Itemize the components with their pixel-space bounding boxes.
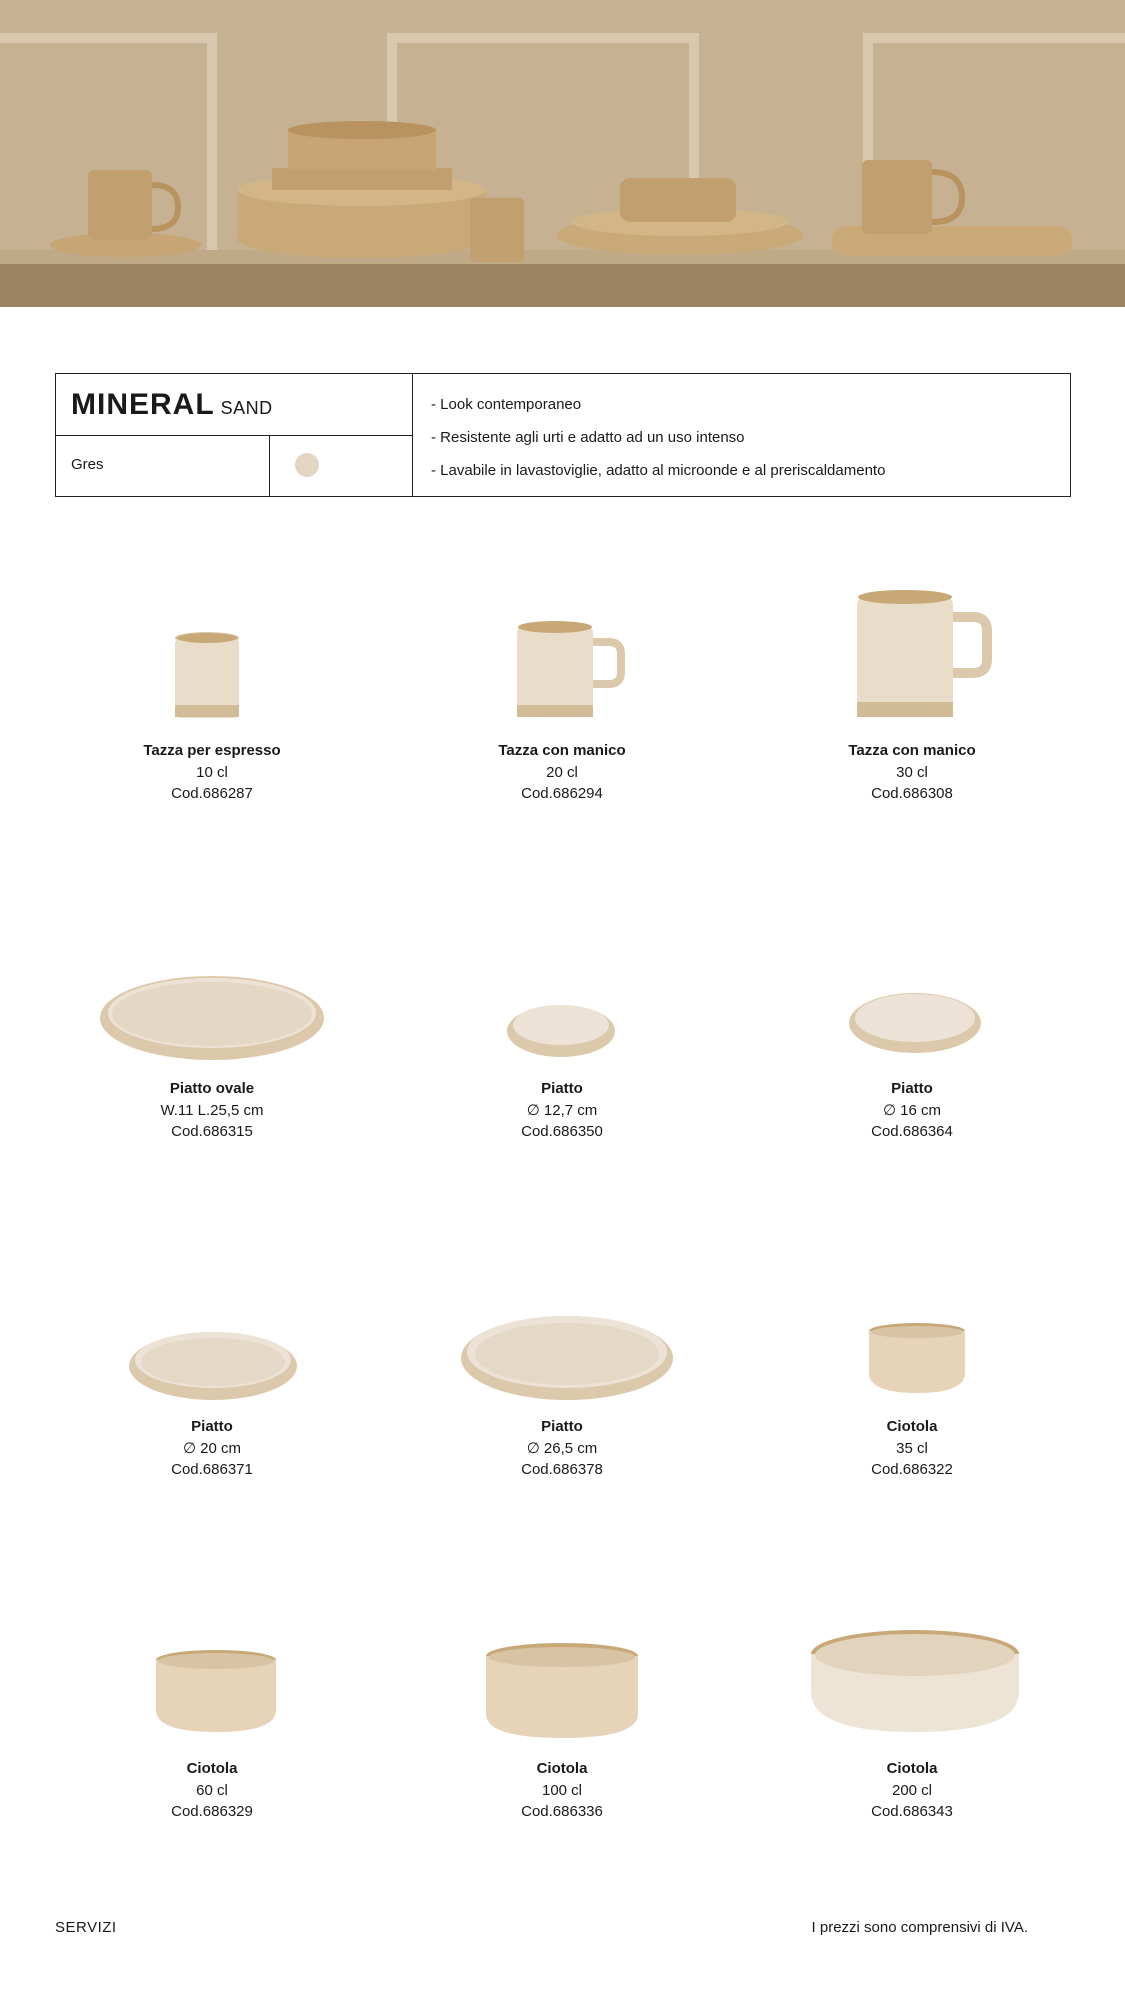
product-name: Ciotola [186,1760,238,1777]
features-list [431,388,885,487]
product-code: Cod.686371 [171,1461,253,1478]
product-card [62,1598,362,1822]
plate-20-image [62,1256,362,1416]
title-cell [56,374,413,436]
product-code: Cod.686315 [171,1123,253,1140]
product-code: Cod.686378 [521,1461,603,1478]
mug-large-image [762,580,1062,740]
product-card [412,1256,712,1480]
product-code: Cod.686364 [871,1123,953,1140]
swatch-cell [270,436,413,496]
product-code: Cod.686308 [871,785,953,802]
feature-item: - Resistente agli urti e adatto ad un uso intenso [431,429,745,446]
product-name: Tazza con manico [848,742,976,759]
product-name: Piatto [191,1418,233,1435]
product-code: Cod.686343 [871,1803,953,1820]
product-size: ∅ 16 cm [882,1102,942,1119]
product-name: Piatto [891,1080,933,1097]
material-label: Gres [71,456,104,473]
product-size: 20 cl [546,764,578,781]
product-size: ∅ 12,7 cm [526,1102,598,1119]
espresso-cup-image [62,580,362,740]
product-card [762,1256,1062,1480]
product-name: Ciotola [536,1760,588,1777]
product-size: 200 cl [891,1782,933,1799]
bowl-35-image [762,1256,1062,1416]
product-card [62,1256,362,1480]
product-name: Piatto [541,1418,583,1435]
hero-photo [0,0,1125,307]
product-size: W.11 L.25,5 cm [160,1102,264,1119]
bowl-60-image [62,1598,362,1758]
product-name: Tazza per espresso [143,742,281,759]
product-card [62,918,362,1142]
product-size: ∅ 20 cm [182,1440,242,1457]
product-size: 30 cl [896,764,928,781]
plate-16-image [762,918,1062,1078]
product-code: Cod.686336 [521,1803,603,1820]
product-size: ∅ 26,5 cm [526,1440,598,1457]
product-size: 10 cl [196,764,228,781]
product-card [62,580,362,804]
product-card [762,1598,1062,1822]
product-name: Ciotola [886,1760,938,1777]
product-card [412,580,712,804]
vat-note: I prezzi sono comprensivi di IVA. [811,1919,1028,1936]
spec-table [55,373,1071,497]
product-card [412,918,712,1142]
bowl-100-image [412,1598,712,1758]
product-size: 35 cl [896,1440,928,1457]
product-name: Ciotola [886,1418,938,1435]
plate-small-image [412,918,712,1078]
product-size: 60 cl [196,1782,228,1799]
product-name: Piatto ovale [169,1080,255,1097]
product-code: Cod.686287 [171,785,253,802]
material-cell [56,436,270,496]
plate-26-image [412,1256,712,1416]
oval-plate-image [62,918,362,1078]
feature-item: - Look contemporaneo [431,396,582,413]
product-card [412,1598,712,1822]
collection-title: MINERAL SAND [71,388,273,421]
product-code: Cod.686329 [171,1803,253,1820]
product-size: 100 cl [541,1782,583,1799]
feature-item: - Lavabile in lavastoviglie, adatto al microonde e al preriscaldamento [431,462,886,479]
section-label: SERVIZI [55,1919,117,1936]
mug-image [412,580,712,740]
product-code: Cod.686294 [521,785,603,802]
bowl-200-image [762,1598,1062,1758]
product-name: Piatto [541,1080,583,1097]
product-name: Tazza con manico [498,742,626,759]
product-card [762,580,1062,804]
color-swatch [295,453,319,477]
collection-subtitle: SAND [220,398,273,418]
product-code: Cod.686350 [521,1123,603,1140]
product-code: Cod.686322 [871,1461,953,1478]
product-card [762,918,1062,1142]
